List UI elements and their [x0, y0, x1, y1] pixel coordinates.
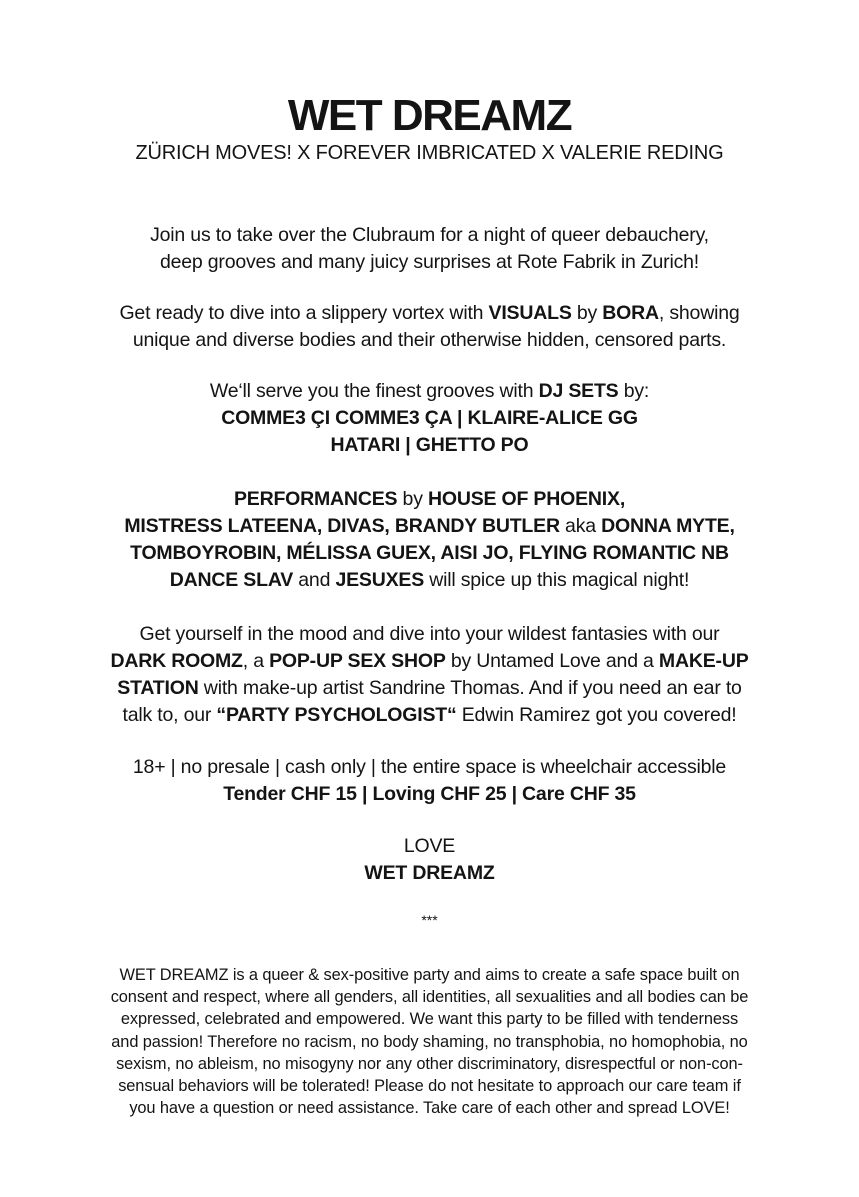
info-paragraph — [30, 754, 829, 808]
visuals-post: , showing — [658, 302, 740, 324]
event-subtitle: ZÜRICH MOVES! X FOREVER IMBRICATED X VALERIE REDING — [135, 142, 724, 164]
extras-station: STATION — [117, 677, 199, 699]
extras-line2-d: by Untamed Love and a — [445, 650, 659, 672]
djs-line-1 — [30, 378, 829, 405]
disclaimer-line: you have a question or need assistance. Take care of each other and spread LOVE! — [129, 1099, 730, 1118]
intro-line-2: deep grooves and many juicy surprises at Rote Fabrik in Zurich! — [159, 251, 700, 273]
djs-pre: We‘ll serve you the finest grooves with — [209, 380, 539, 402]
performances-line4-a: DANCE SLAV — [169, 569, 294, 591]
performances-line2-a: MISTRESS LATEENA, DIVAS, BRANDY BUTLER — [124, 515, 560, 537]
disclaimer-line: expressed, celebrated and empowered. We want this party to be filled with tenderness — [120, 1010, 739, 1029]
extras-line4-c: Edwin Ramirez got you covered! — [456, 704, 737, 726]
extras-paragraph — [30, 621, 829, 729]
disclaimer-line: and passion! Therefore no racism, no body shaming, no transphobia, no homophobia, no — [111, 1032, 748, 1051]
signoff-name: WET DREAMZ — [364, 862, 495, 884]
performances-line2-end: , — [729, 515, 735, 537]
extras-sex-shop: POP-UP SEX SHOP — [269, 650, 446, 672]
performances-first: HOUSE OF PHOENIX — [427, 488, 620, 510]
djs-paragraph — [30, 378, 829, 459]
ticket-prices: Tender CHF 15 | Loving CHF 25 | Care CHF 35 — [223, 783, 636, 805]
extras-line-2 — [30, 648, 829, 675]
signoff-love: LOVE — [403, 835, 456, 857]
djs-label: DJ SETS — [538, 380, 619, 402]
performances-by: by — [397, 488, 428, 510]
disclaimer-line: sexism, no ableism, no misogyny nor any other discriminatory, disrespectful or non-con- — [116, 1054, 743, 1073]
intro-paragraph — [30, 222, 829, 276]
performances-line2-aka: aka — [559, 515, 602, 537]
intro-line-1: Join us to take over the Clubraum for a night of queer debauchery, — [150, 224, 709, 246]
performances-line4-post: will spice up this magical night! — [424, 569, 690, 591]
extras-line-3 — [30, 675, 829, 702]
separator: *** — [421, 912, 438, 928]
extras-line3-b: with make-up artist Sandrine Thomas. And if you need an ear to — [198, 677, 742, 699]
performances-line2-b: DONNA MYTE — [601, 515, 730, 537]
performances-label: PERFORMANCES — [233, 488, 398, 510]
djs-lineup-1: COMME3 ÇI COMME3 ÇA | KLAIRE-ALICE GG — [221, 407, 638, 429]
performances-comma: , — [619, 488, 626, 510]
disclaimer-line: sensual behaviors will be tolerated! Please do not hesitate to approach our care team if — [118, 1077, 741, 1096]
visuals-pre: Get ready to dive into a slippery vortex with — [119, 302, 489, 324]
extras-line2-b: , a — [242, 650, 270, 672]
performances-line4-b: JESUXES — [335, 569, 424, 591]
performances-paragraph — [30, 486, 829, 594]
visuals-line-2: unique and diverse bodies and their otherwise hidden, censored parts. — [132, 329, 727, 351]
signoff — [30, 833, 829, 887]
extras-psychologist: “PARTY PSYCHOLOGIST“ — [216, 704, 457, 726]
performances-line-1 — [30, 486, 829, 513]
visuals-mid: by — [571, 302, 603, 324]
visuals-line-1 — [30, 300, 829, 327]
event-title: WET DREAMZ — [287, 91, 572, 140]
visuals-artist: BORA — [602, 302, 659, 324]
extras-make-up: MAKE-UP — [658, 650, 749, 672]
safe-space-disclaimer — [40, 964, 819, 1119]
extras-dark-roomz: DARK ROOMZ — [110, 650, 243, 672]
performances-line-4 — [30, 567, 829, 594]
performances-line-2 — [30, 513, 829, 540]
visuals-label: VISUALS — [488, 302, 572, 324]
disclaimer-line: consent and respect, where all genders, all identities, all sexualities and all bodies can be — [110, 988, 749, 1007]
extras-line4-a: talk to, our — [122, 704, 217, 726]
djs-post: by: — [618, 380, 650, 402]
info-line-1: 18+ | no presale | cash only | the entire space is wheelchair accessible — [132, 756, 727, 778]
visuals-paragraph — [30, 300, 829, 354]
performances-line-3: TOMBOYROBIN, MÉLISSA GUEX, AISI JO, FLYING ROMANTIC NB — [130, 542, 729, 564]
extras-line-1: Get yourself in the mood and dive into your wildest fantasies with our — [139, 623, 720, 645]
extras-line-4 — [30, 702, 829, 729]
disclaimer-line: WET DREAMZ is a queer & sex-positive party and aims to create a safe space built on — [119, 966, 740, 984]
djs-lineup-2: HATARI | GHETTO PO — [330, 434, 529, 456]
performances-line4-and: and — [293, 569, 336, 591]
